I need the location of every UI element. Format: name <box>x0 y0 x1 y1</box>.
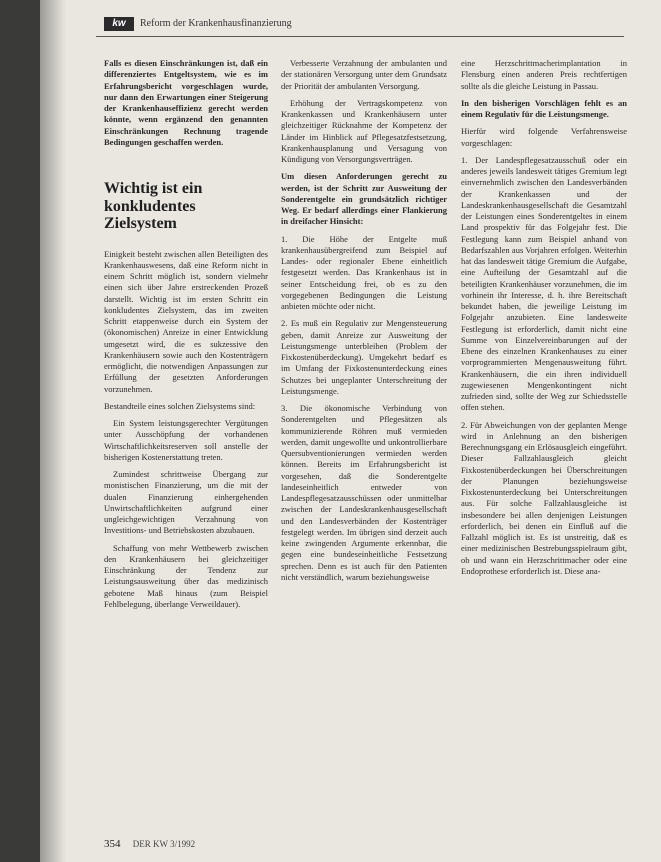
page-gutter-shadow <box>40 0 66 862</box>
page-footer <box>104 838 195 850</box>
section-heading: Wichtig ist ein konkludentes Zielsystem <box>104 180 203 232</box>
paragraph: Bestandteile eines solchen Zielsystems sind: <box>104 400 256 411</box>
paragraph: Zumindest schrittweise Übergang zur monistischen Finanzierung, um die mit der dualen Finanzierung einhergehenden Unwirtschaftlichkeiten aufgrund einer ungleichgewichtigen Verzahnung von Investitions- und Betriebskosten abzubauen. <box>104 469 268 536</box>
running-header-title: Reform der Krankenhausfinanzierung <box>140 18 292 29</box>
paragraph: Ein System leistungsgerechter Vergütungen unter Ausschöpfung der vorhandenen Wirtschaftlichkeitsreserven soll anstelle der bisherigen Kostenerstattung treten. <box>104 418 268 462</box>
page-number: 354 <box>104 838 121 850</box>
paragraph: 3. Die ökonomische Verbindung von Sonderentgelten und Pflegesätzen als kommunizierende Röhren muß vermieden werden, damit ungewollte und unkontrollierbare Quersubventionierungen vermieden werden können. Bereits im Erfahrungsbericht ist vorgesehen, daß die Sonderentgelte landeseinheitlich entweder von Landespflegesatzausschüssen oder unmittelbar zwischen der Landeskrankenhausgesellschaft und den Landesverbänden der Kostenträger festgelegt werden. Im übrigen sind derzeit auch keine zwingenden Argumente erkennbar, die gegen eine bundeseinheitliche Festsetzung sprechen. Denn es ist auch für den Patienten nicht verständlich, warum beziehungsweise <box>281 403 447 582</box>
text-column-3 <box>461 58 627 583</box>
text-column-2 <box>281 58 447 589</box>
paragraph: Verbesserte Verzahnung der ambulanten und der stationären Versorgung unter dem Grundsatz der Priorität der ambulanten Versorgung. <box>281 58 447 91</box>
paragraph: 2. Es muß ein Regulativ zur Mengensteuerung geben, damit Anreize zur Ausweitung der Leistungsmenge unterbleiben (Problem der Fixkostenüberdeckung). Umgekehrt bedarf es im Umfang der Fixkostenunterdeckung eines Schutzes bei ungeplanter Unterschreitung der Leistungsmenge. <box>281 318 447 396</box>
paragraph: 2. Für Abweichungen von der geplanten Menge wird in Anlehnung an den bisherigen Berechnungsgang ein Erlösausgleich eingeführt. Dieser Fallzahlausgleich gleicht Fixkostenüberdeckungen bei Überschreitungen der Planungen beziehungsweise Fixkostenunterdeckung bei Unterschreitungen aus. Für solche Fallzahlausgleiche ist insbesondere bei allen denjenigen Leistungen erforderlich, bei denen ein Einfluß auf die Fallzahl möglich ist. Es ist unstreitig, daß es einer medizinischen Bestrebungsspielraum gibt, ob und wann ein Herzschrittmacher oder eine Endoprothese erforderlich ist. Diese ana- <box>461 419 627 576</box>
paragraph: Um diesen Anforderungen gerecht zu werden, ist der Schritt zur Ausweitung der Sonderentgelte ein grundsätzlich richtiger Weg. Er bedarf allerdings einer Flankierung in dreifacher Hinsicht: <box>281 171 447 227</box>
running-header <box>96 14 624 37</box>
footer-source: DER KW 3/1992 <box>132 839 196 849</box>
paragraph: Einigkeit besteht zwischen allen Beteiligten des Krankenhauswesens, daß eine Reform nicht in einem Schritt möglich ist, sondern vielmehr einen sich über Jahre erstreckenden Prozeß darstellt. Wichtig ist im ersten Schritt ein konkludentes Zielsystem, das im zweiten Schritt etappenweise durch ein System der (ökonomischen) Anreize in einer Entwicklung umgesetzt wird, die es sukzessive den Krankenhäusern sowie auch den Kostenträgern ermöglicht, die notwendigen Anpassungen zur Erfüllung der gesetzten Anforderungen vorzunehmen. <box>104 248 268 394</box>
paragraph: 1. Die Höhe der Entgelte muß krankenhausübergreifend zum Beispiel auf Landes- oder regionaler Ebene einheitlich festgesetzt werden. Das Krankenhaus ist in seiner Entscheidung frei, ob es zu den vorgegebenen Bedingungen die Leistung anbieten möchte oder nicht. <box>281 233 447 311</box>
paragraph: Erhöhung der Vertragskompetenz von Krankenkassen und Krankenhäusern unter gleichzeitiger Rücknahme der Kompetenz der Länder im Hinblick auf Pflegesatzfestsetzung, Krankenhausplanung und Versagung von Kündigung von Versorgungsverträgen. <box>281 97 447 164</box>
paragraph: Schaffung von mehr Wettbewerb zwischen den Krankenhäusern bei gleichzeitiger Einschränkung der Tendenz zur Leistungsausweitung über das medizinisch gebotene Maß hinaus (zum Beispiel Fehlbelegung, überlange Verweildauer). <box>104 542 268 609</box>
journal-logo: kw <box>104 17 134 31</box>
paragraph: Hierfür wird folgende Verfahrensweise vorgeschlagen: <box>461 126 627 148</box>
paragraph: eine Herzschrittmacherimplantation in Flensburg einen anderen Preis rechtfertigen sollte als die gleiche Leistung in Passau. <box>461 58 627 91</box>
paragraph: In den bisherigen Vorschlägen fehlt es an einem Regulativ für die Leistungsmenge. <box>461 97 627 119</box>
paragraph: Falls es diesen Einschränkungen ist, daß ein differenziertes Entgeltsystem, wie es im Erfahrungsbericht vorgeschlagen wurde, nur dann den Erwartungen einer Steigerung der Krankenhauseffizienz gerecht werden könnte, wenn ergänzend den genannten Einschränkungen Rechnung tragende Bedingungen geschaffen werden. <box>104 58 268 147</box>
paragraph: 1. Der Landespflegesatzausschuß oder ein anderes jeweils landesweit tätiges Gremium legt einvernehmlich zwischen den Landesverbänden der Krankenkassen und der Landeskrankenhausgesellschaft die Gesamtzahl der Leistungen eines Sonderentgeltes in einem Land prospektiv für das Folgejahr fest. Die Festlegung kann zum Beispiel anhand von Bedarfszahlen aus Vorjahren erfolgen. Weiterhin hat das landesweit tätige Gremium die Aufgabe, eine Aufteilung der Gesamtzahl auf die beteiligten Krankenhäuser vorzunehmen, die im vorhinein ihr Interesse, d. h. ihre Bereitschaft bekundet haben, die jeweilige Leistung im Folgejahr anzubieten. Eine landesweite Festlegung ist erforderlich, damit nicht eine Summe von Einzelvereinbarungen auf der Ebene des einzelnen Krankenhauses zu einer vorprogrammierten Mengenausweitung führt. Krankenhäusern, die ein ihren individuell zugewiesenen Mengenkontingent nicht zufrieden sind, sollte der Weg zur Schiedsstelle offen stehen. <box>461 154 627 413</box>
text-column-1 <box>104 58 268 616</box>
